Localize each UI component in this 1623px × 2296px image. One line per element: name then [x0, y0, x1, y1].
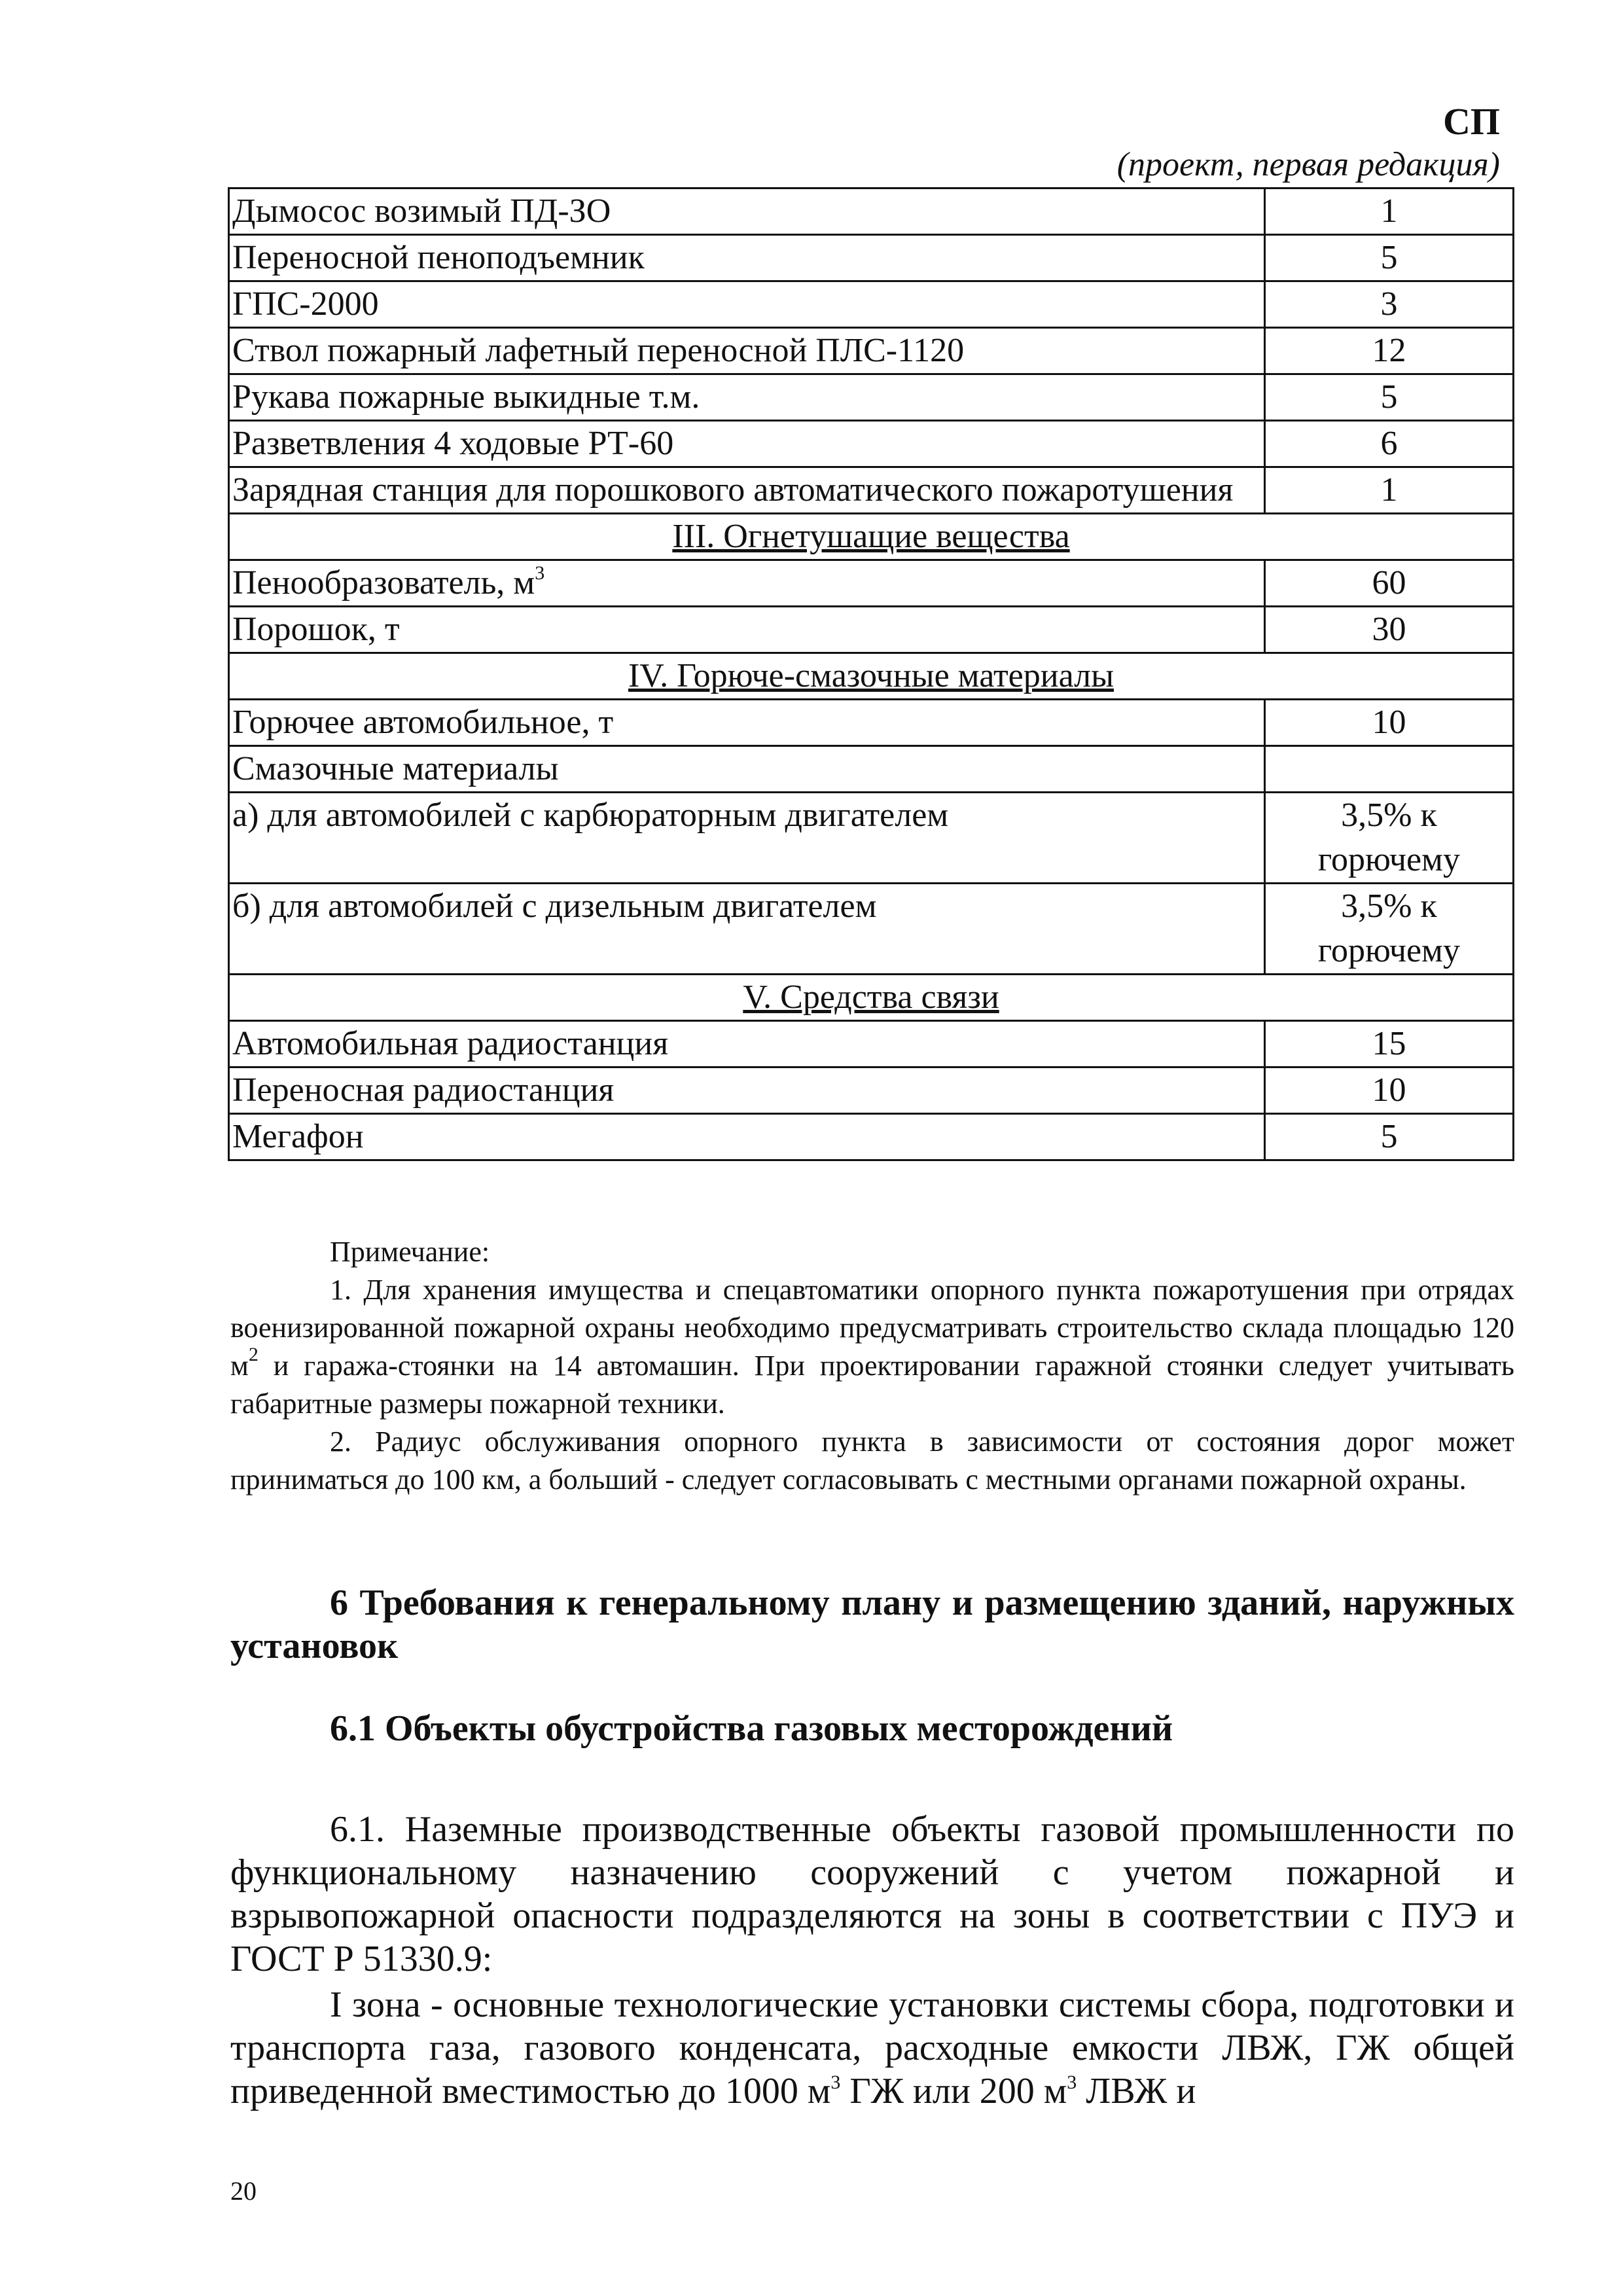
page-number: 20	[230, 2176, 257, 2206]
note-title: Примечание:	[330, 1236, 490, 1268]
table-cell-name: Переносной пеноподъемник	[229, 235, 1265, 281]
body-text-part: ЛВЖ и	[1077, 2071, 1196, 2111]
table-row	[229, 700, 1514, 746]
table-cell-value: 15	[1264, 1021, 1513, 1067]
superscript: 3	[1067, 2072, 1077, 2093]
table-cell-name: Переносная радиостанция	[229, 1067, 1265, 1114]
table-cell-value: 30	[1264, 607, 1513, 653]
note-text: и гаража-стоянки на 14 автомашин. При проектировании гаражной стоянки следует учитывать габаритные размеры пожарной техники.	[230, 1350, 1514, 1420]
table-row	[229, 281, 1514, 328]
body-paragraph: 6.1. Наземные производственные объекты газовой промышленности по функциональному назначению сооружений с учетом пожарной и взрывопожарной опасности подразделяются на зоны в соответствии с ПУЭ и ГОСТ Р 51330.9:	[230, 1809, 1514, 1979]
table-row	[229, 746, 1514, 793]
table-row	[229, 188, 1514, 235]
body-text	[230, 1808, 1514, 2115]
table-cell-name: б) для автомобилей с дизельным двигателем	[229, 884, 1265, 975]
superscript: 2	[248, 1344, 259, 1365]
table-cell-name: Смазочные материалы	[229, 746, 1265, 793]
table-row	[229, 1021, 1514, 1067]
table-cell-name: ГПС-2000	[229, 281, 1265, 328]
table-section-row	[229, 975, 1514, 1021]
table-cell-name: Рукава пожарные выкидные т.м.	[229, 374, 1265, 421]
table-section-row	[229, 653, 1514, 700]
table-cell-value: 5	[1264, 374, 1513, 421]
document-edition: (проект, первая редакция)	[1116, 146, 1500, 183]
table-cell-value: 3,5% к горючему	[1264, 793, 1513, 884]
table-row	[229, 607, 1514, 653]
table-cell-value: 3	[1264, 281, 1513, 328]
table-section-title: IV. Горюче-смазочные материалы	[229, 653, 1514, 700]
table-cell-name: а) для автомобилей с карбюраторным двигателем	[229, 793, 1265, 884]
table-cell-value: 10	[1264, 1067, 1513, 1114]
document-code: СП	[1443, 100, 1500, 143]
table-row	[229, 374, 1514, 421]
table-section-title: V. Средства связи	[229, 975, 1514, 1021]
table-section-title: III. Огнетушащие вещества	[229, 514, 1514, 560]
subsection-heading: 6.1 Объекты обустройства газовых месторождений	[330, 1708, 1173, 1749]
table-cell-name: Зарядная станция для порошкового автоматического пожаротушения	[229, 467, 1265, 514]
table-row	[229, 235, 1514, 281]
table-row	[229, 467, 1514, 514]
section-heading: 6 Требования к генеральному плану и размещению зданий, наружных установок	[230, 1583, 1514, 1666]
table-row	[229, 1114, 1514, 1160]
note-paragraph	[230, 1271, 1514, 1423]
table-row	[229, 328, 1514, 374]
table-cell-value: 12	[1264, 328, 1513, 374]
table-cell-value: 1	[1264, 467, 1513, 514]
table-cell-value: 5	[1264, 1114, 1513, 1160]
table-cell-value: 1	[1264, 188, 1513, 235]
table-row	[229, 1067, 1514, 1114]
table-cell-name: Разветвления 4 ходовые РТ-60	[229, 421, 1265, 467]
superscript: 3	[830, 2072, 841, 2093]
body-text-part: ГЖ или 200 м	[840, 2071, 1067, 2111]
table-row	[229, 884, 1514, 975]
table-row	[229, 560, 1514, 607]
table-cell-value: 5	[1264, 235, 1513, 281]
table-section-row	[229, 514, 1514, 560]
table-cell-name	[229, 560, 1265, 607]
table-cell-value: 10	[1264, 700, 1513, 746]
table-cell-value: 6	[1264, 421, 1513, 467]
table-row	[229, 421, 1514, 467]
table-cell-name: Порошок, т	[229, 607, 1265, 653]
note-body	[230, 1271, 1514, 1499]
table-row	[229, 793, 1514, 884]
equipment-table	[228, 187, 1514, 1161]
note-text: 1. Для хранения имущества и спецавтоматики опорного пункта пожаротушения при отрядах военизированной пожарной охраны необходимо предусматривать строительство склада площадью 120 м	[230, 1274, 1514, 1382]
table-cell-value	[1264, 746, 1513, 793]
table-cell-name: Ствол пожарный лафетный переносной ПЛС-1120	[229, 328, 1265, 374]
body-paragraph	[230, 1983, 1514, 2113]
superscript: 3	[535, 562, 545, 584]
body-text-part: I зона - основные технологические установки системы сбора, подготовки и транспорта газа, газового конденсата, расходные емкости ЛВЖ, ГЖ общей приведенной вместимостью до 1000 м	[230, 1984, 1514, 2111]
table-cell-name: Мегафон	[229, 1114, 1265, 1160]
table-cell-name: Автомобильная радиостанция	[229, 1021, 1265, 1067]
note-paragraph: 2. Радиус обслуживания опорного пункта в зависимости от состояния дорог может приниматься до 100 км, а больший - следует согласовывать с местными органами пожарной охраны.	[230, 1426, 1514, 1496]
table-cell-name: Дымосос возимый ПД-ЗО	[229, 188, 1265, 235]
foam-name: Пенообразователь, м	[232, 564, 535, 601]
table-cell-value: 3,5% к горючему	[1264, 884, 1513, 975]
table-cell-name: Горючее автомобильное, т	[229, 700, 1265, 746]
table-cell-value: 60	[1264, 560, 1513, 607]
